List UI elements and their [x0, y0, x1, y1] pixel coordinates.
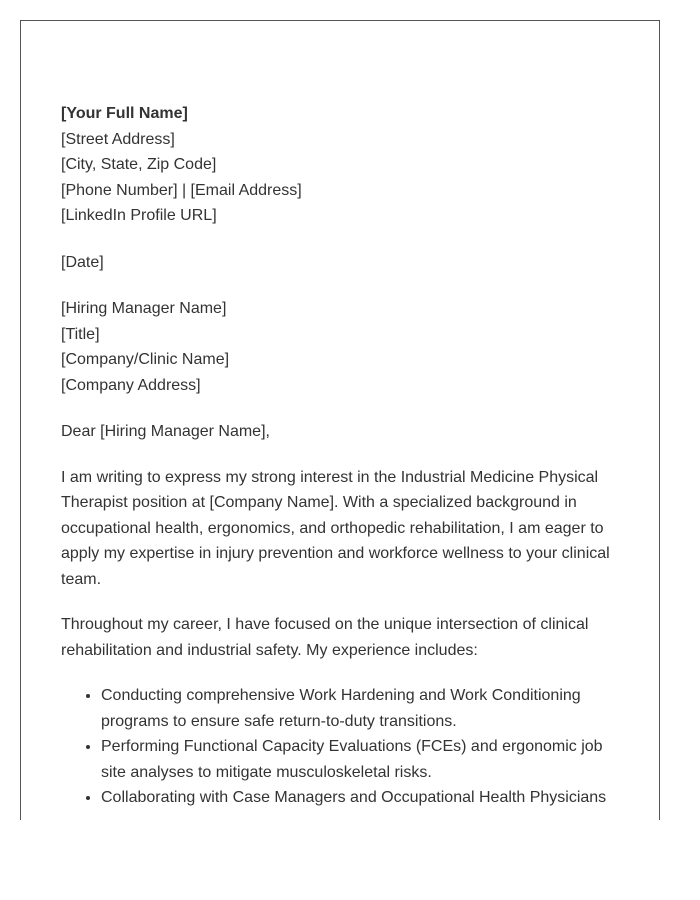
- list-item: • Conducting comprehensive Work Hardening and Work Conditioning programs to ensure safe return-to-duty transitions.: [101, 683, 621, 734]
- spacer: [61, 445, 621, 465]
- sender-block: [61, 101, 621, 229]
- spacer: [61, 398, 621, 419]
- sender-linkedin: [LinkedIn Profile URL]: [61, 207, 217, 224]
- spacer: [61, 229, 621, 250]
- sender-contact: [Phone Number] | [Email Address]: [61, 181, 302, 199]
- letter-page: [20, 20, 660, 820]
- spacer: [61, 592, 621, 612]
- spacer: [61, 275, 621, 296]
- sender-name: [Your Full Name]: [61, 105, 188, 122]
- sender-city: [City, State, Zip Code]: [61, 156, 217, 173]
- spacer: [61, 663, 621, 683]
- list-item: • Collaborating with Case Managers and Occupational Health Physicians: [101, 785, 621, 811]
- letter-date: [Date]: [61, 253, 104, 271]
- sender-street: [Street Address]: [61, 130, 175, 148]
- recipient-company: [Company/Clinic Name]: [61, 351, 230, 368]
- body-paragraph: I am writing to express my strong interest in the Industrial Medicine Physical Therapist position at [Company Name]. With a specialized background in occupational health, ergonomics, and orthopedic rehabilitation, I am eager to apply my expertise in injury prevention and workforce wellness to your clinical team.: [61, 468, 610, 588]
- letter-content: [61, 101, 621, 811]
- experience-list: [61, 683, 621, 811]
- list-item: • Performing Functional Capacity Evaluations (FCEs) and ergonomic job site analyses to mitigate musculoskeletal risks.: [101, 734, 621, 785]
- recipient-title: [Title]: [61, 325, 100, 343]
- body-paragraph: Throughout my career, I have focused on the unique intersection of clinical rehabilitation and industrial safety. My experience includes:: [61, 616, 589, 659]
- salutation: Dear [Hiring Manager Name],: [61, 423, 270, 440]
- recipient-address: [Company Address]: [61, 376, 201, 394]
- recipient-block: [61, 296, 621, 398]
- recipient-name: [Hiring Manager Name]: [61, 300, 227, 317]
